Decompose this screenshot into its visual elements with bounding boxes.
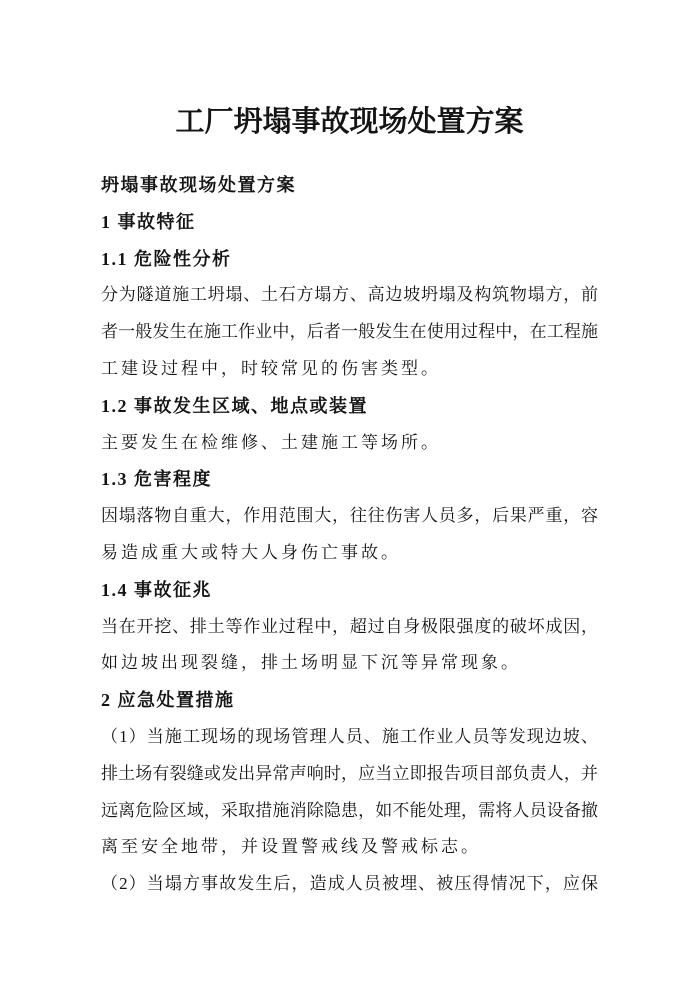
paragraph-line: 者一般发生在施工作业中，后者一般发生在使用过程中，在工程施 (101, 322, 598, 342)
paragraph-line: 易造成重大或特大人身伤亡事故。 (101, 542, 401, 562)
section-heading: 坍塌事故现场处置方案 (101, 175, 296, 195)
section-heading: 2 应急处置措施 (101, 690, 235, 711)
section-heading: 1.2 事故发生区域、地点或装置 (101, 395, 368, 416)
section-heading: 1.3 危害程度 (101, 469, 212, 490)
section-heading: 1.4 事故征兆 (101, 579, 212, 600)
paragraph-line: 主要发生在检维修、土建施工等场所。 (101, 432, 441, 452)
paragraph-line: （2）当塌方事故发生后，造成人员被埋、被压得情况下，应保 (101, 874, 598, 894)
paragraph-line: 排土场有裂缝或发出异常声响时，应当立即报告项目部负责人，并 (101, 763, 598, 783)
paragraph-line: 分为隧道施工坍塌、土石方塌方、高边坡坍塌及构筑物塌方，前 (101, 285, 598, 305)
section-heading: 1 事故特征 (101, 211, 196, 232)
paragraph-line: 因塌落物自重大，作用范围大，往往伤害人员多，后果严重，容 (101, 506, 598, 526)
paragraph-line: 工建设过程中，时较常见的伤害类型。 (101, 358, 441, 378)
document-title: 工厂坍塌事故现场处置方案 (175, 106, 524, 138)
paragraph-line: 如边坡出现裂缝，排土场明显下沉等异常现象。 (101, 653, 521, 673)
paragraph-line: 当在开挖、排土等作业过程中，超过自身极限强度的破坏成因， (101, 616, 598, 636)
paragraph-line: 远离危险区域，采取措施消除隐患，如不能处理，需将人员设备撤 (101, 800, 598, 820)
section-heading: 1.1 危险性分析 (101, 248, 232, 269)
document-body (101, 167, 598, 903)
paragraph-line: 离至安全地带，并设置警戒线及警戒标志。 (101, 837, 481, 857)
paragraph-line: （1）当施工现场的现场管理人员、施工作业人员等发现边坡、 (101, 726, 598, 746)
